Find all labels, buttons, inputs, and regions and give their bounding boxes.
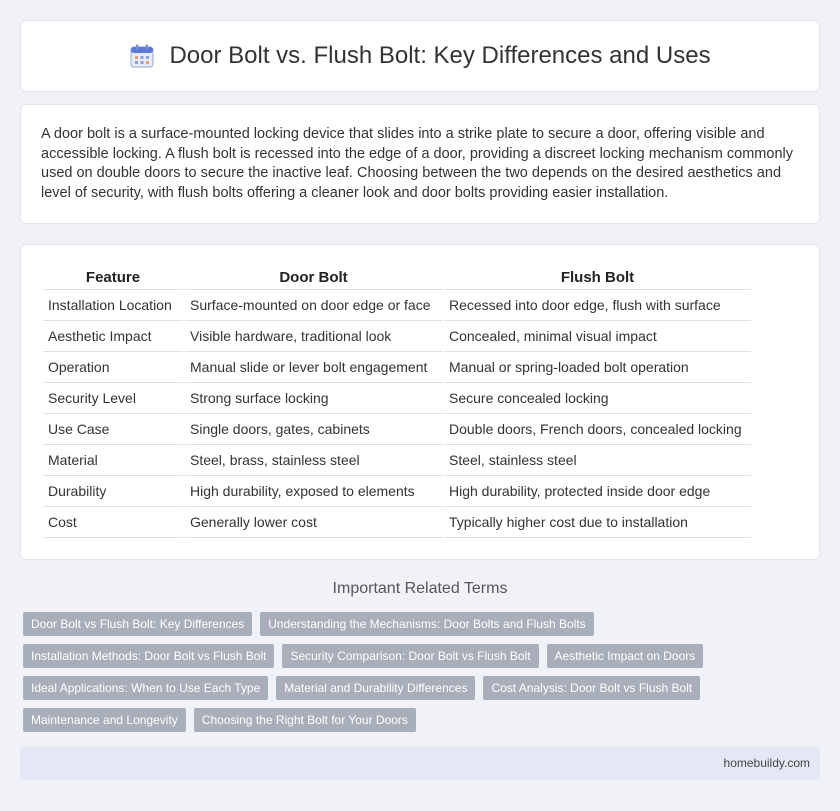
related-term-tag[interactable]: Material and Durability Differences — [276, 676, 475, 700]
table-cell: Double doors, French doors, concealed locking — [444, 414, 751, 445]
comparison-table — [41, 265, 753, 538]
table-row — [43, 290, 751, 321]
intro-card — [20, 104, 820, 224]
table-header-row — [43, 265, 751, 290]
calendar-icon — [129, 43, 155, 69]
table-cell: Installation Location — [43, 290, 183, 321]
table-cell: Security Level — [43, 383, 183, 414]
intro-text: A door bolt is a surface-mounted locking device that slides into a strike plate to secure a door, offering visible and accessible locking. A flush bolt is recessed into the edge of a door, providing a discreet locking mechanism commonly used on double doors to secure the inactive leaf. Choosing between the two depends on the desired aesthetics and level of security, with flush bolts offering a cleaner look and door bolts providing easier installation. — [41, 126, 793, 201]
table-cell: High durability, protected inside door edge — [444, 476, 751, 507]
comparison-table-card — [20, 244, 820, 560]
table-cell: Strong surface locking — [185, 383, 442, 414]
table-row — [43, 321, 751, 352]
related-term-tag[interactable]: Installation Methods: Door Bolt vs Flush Bolt — [23, 644, 274, 668]
table-cell: Cost — [43, 507, 183, 538]
related-term-tag[interactable]: Understanding the Mechanisms: Door Bolts and Flush Bolts — [260, 612, 594, 636]
page-title: Door Bolt vs. Flush Bolt: Key Differences and Uses — [169, 42, 711, 69]
header-door-bolt: Door Bolt — [185, 265, 442, 290]
table-row — [43, 383, 751, 414]
table-cell: Steel, brass, stainless steel — [185, 445, 442, 476]
table-row — [43, 445, 751, 476]
table-cell: Surface-mounted on door edge or face — [185, 290, 442, 321]
related-term-tag[interactable]: Ideal Applications: When to Use Each Type — [23, 676, 268, 700]
table-cell: Typically higher cost due to installation — [444, 507, 751, 538]
table-cell: Operation — [43, 352, 183, 383]
table-cell: Generally lower cost — [185, 507, 442, 538]
related-term-tag[interactable]: Door Bolt vs Flush Bolt: Key Differences — [23, 612, 252, 636]
table-cell: Material — [43, 445, 183, 476]
related-terms-tags — [23, 612, 813, 732]
header-feature: Feature — [43, 265, 183, 290]
related-term-tag[interactable]: Aesthetic Impact on Doors — [547, 644, 704, 668]
table-cell: Use Case — [43, 414, 183, 445]
related-term-tag[interactable]: Cost Analysis: Door Bolt vs Flush Bolt — [483, 676, 700, 700]
table-cell: Aesthetic Impact — [43, 321, 183, 352]
table-row — [43, 476, 751, 507]
footer — [20, 747, 820, 780]
related-term-tag[interactable]: Maintenance and Longevity — [23, 708, 186, 732]
table-row — [43, 414, 751, 445]
table-cell: Recessed into door edge, flush with surface — [444, 290, 751, 321]
related-term-tag[interactable]: Security Comparison: Door Bolt vs Flush Bolt — [282, 644, 538, 668]
table-cell: Manual or spring-loaded bolt operation — [444, 352, 751, 383]
table-cell: Secure concealed locking — [444, 383, 751, 414]
table-cell: High durability, exposed to elements — [185, 476, 442, 507]
related-terms-title: Important Related Terms — [332, 580, 508, 597]
table-cell: Manual slide or lever bolt engagement — [185, 352, 442, 383]
header-flush-bolt: Flush Bolt — [444, 265, 751, 290]
title-card — [20, 20, 820, 92]
table-cell: Visible hardware, traditional look — [185, 321, 442, 352]
table-cell: Steel, stainless steel — [444, 445, 751, 476]
table-cell: Concealed, minimal visual impact — [444, 321, 751, 352]
related-term-tag[interactable]: Choosing the Right Bolt for Your Doors — [194, 708, 416, 732]
footer-site[interactable]: homebuildy.com — [723, 756, 810, 770]
table-cell: Single doors, gates, cabinets — [185, 414, 442, 445]
table-row — [43, 507, 751, 538]
table-cell: Durability — [43, 476, 183, 507]
table-row — [43, 352, 751, 383]
